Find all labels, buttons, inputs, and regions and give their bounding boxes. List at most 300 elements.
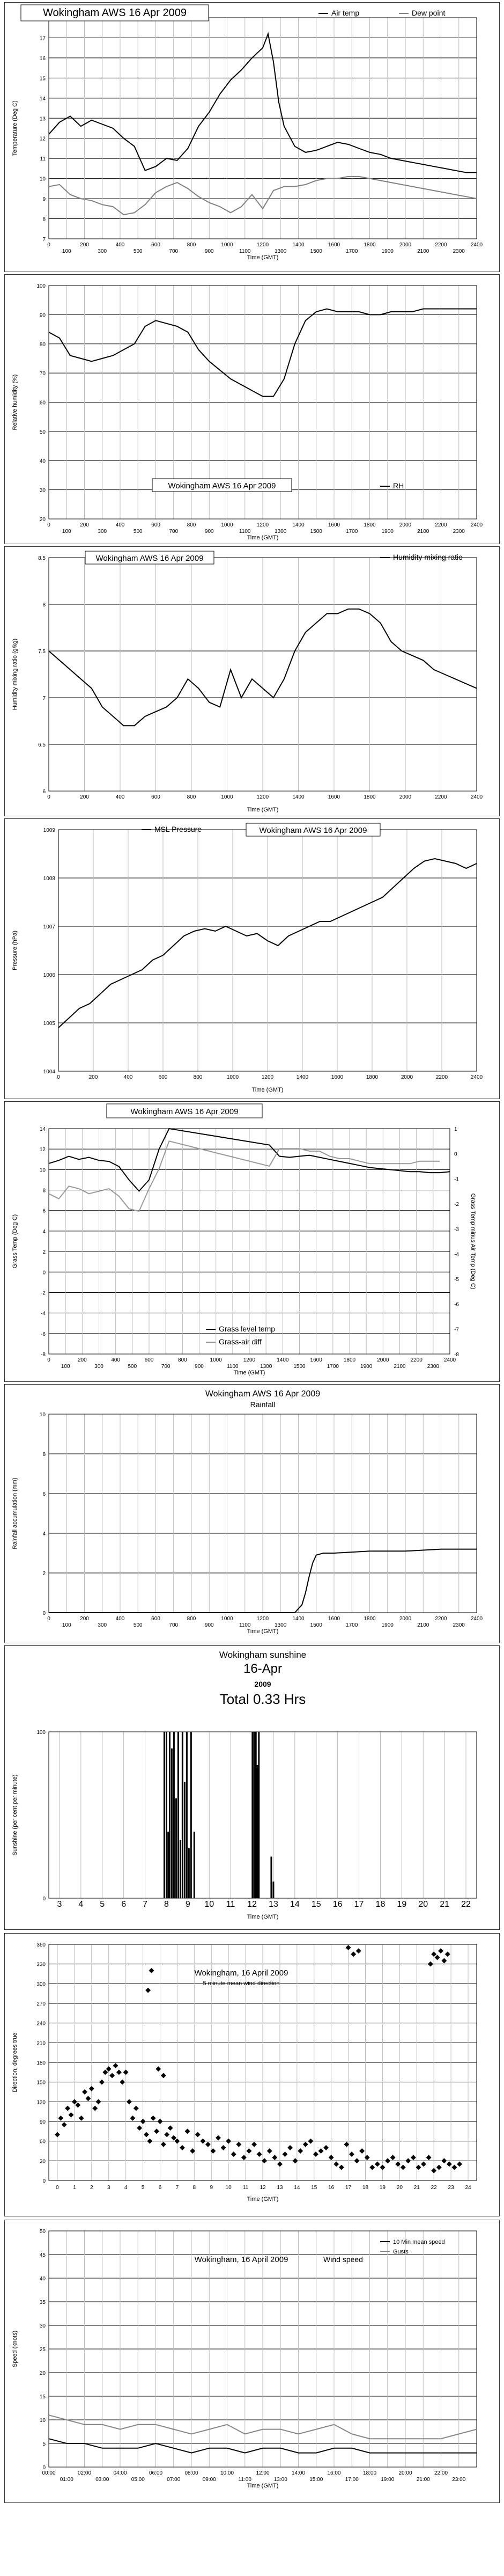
wind-direction-point	[431, 1951, 436, 1957]
x-tick-label: 22	[461, 1900, 471, 1909]
x-tick-label: 2200	[435, 522, 447, 528]
x-tick-label: 1200	[243, 1357, 256, 1363]
chart-title: Wokingham AWS 16 Apr 2009	[95, 554, 204, 563]
x-tick-label: 200	[80, 522, 89, 528]
x-tick-label: 900	[204, 248, 214, 254]
y-tick-label: 2	[42, 1571, 46, 1577]
chart-svg-1	[5, 275, 500, 545]
x-tick-label: 13:00	[273, 2477, 287, 2483]
wind-direction-point	[123, 2069, 129, 2075]
x-tick-label: 6	[121, 1900, 127, 1909]
x-tick-label: 1000	[221, 242, 233, 248]
x-tick-label: 2000	[399, 794, 412, 800]
x-tick-label: 2	[90, 2185, 93, 2191]
y-tick-label: 35	[39, 2300, 46, 2306]
y-tick-label: 30	[39, 487, 46, 494]
wind-direction-point	[277, 2161, 283, 2167]
y-tick-label: 0	[42, 2465, 46, 2471]
x-tick-label: 0	[47, 1357, 50, 1363]
x-axis-label: Time (GMT)	[247, 1628, 279, 1635]
wind-direction-point	[346, 1945, 351, 1950]
y-tick-label: 8	[42, 1452, 46, 1458]
x-tick-label: 11	[226, 1900, 235, 1909]
y2-tick-label: -8	[454, 1352, 459, 1358]
wind-direction-point	[272, 2155, 277, 2160]
y-tick-label: 45	[39, 2252, 46, 2258]
x-tick-label: 700	[169, 1622, 179, 1628]
x-tick-label: 1700	[346, 248, 358, 254]
chart-svg-8	[5, 2220, 500, 2504]
x-tick-label: 2400	[470, 794, 483, 800]
humidity-chart	[4, 274, 500, 544]
x-tick-label: 1600	[310, 1357, 322, 1363]
x-tick-label: 2400	[470, 1074, 483, 1080]
wind-direction-point	[174, 2139, 180, 2144]
y-tick-label: 1008	[43, 876, 55, 882]
x-tick-label: 600	[144, 1357, 154, 1363]
x-tick-label: 2200	[435, 1074, 448, 1080]
y-tick-label: 40	[39, 2276, 46, 2282]
wind-direction-point	[438, 1948, 443, 1953]
wind-direction-point	[82, 2089, 87, 2095]
x-tick-label: 700	[169, 529, 179, 535]
sunshine-bar	[169, 1732, 171, 1898]
wind-direction-point	[359, 2148, 365, 2154]
x-tick-label: 17:00	[345, 2477, 359, 2483]
x-axis-label: Time (GMT)	[247, 2483, 279, 2489]
x-tick-label: 1900	[360, 1364, 373, 1370]
y-tick-label: 7	[42, 696, 46, 701]
x-tick-label: 200	[77, 1357, 87, 1363]
x-tick-label: 300	[98, 248, 107, 254]
y-tick-label: 14	[39, 96, 46, 102]
y-tick-label: 20	[39, 2370, 46, 2376]
wind-direction-point	[303, 2142, 308, 2147]
x-tick-label: 100	[61, 1364, 70, 1370]
x-tick-label: 3	[57, 1900, 62, 1909]
x-tick-label: 05:00	[131, 2477, 145, 2483]
wind-direction-point	[161, 2073, 166, 2078]
x-tick-label: 300	[94, 1364, 103, 1370]
wind-direction-point	[168, 2125, 173, 2131]
x-tick-label: 12	[260, 2185, 266, 2191]
x-tick-label: 12:00	[256, 2470, 270, 2476]
x-tick-label: 16	[332, 1900, 343, 1909]
x-tick-label: 1100	[239, 248, 251, 254]
y-tick-label: 50	[39, 429, 46, 435]
y-tick-label: 1004	[43, 1069, 55, 1075]
wind-direction-point	[333, 2161, 339, 2167]
x-tick-label: 1400	[296, 1074, 309, 1080]
wind-direction-point	[247, 2148, 252, 2154]
x-tick-label: 800	[187, 1616, 196, 1622]
wind-direction-point	[318, 2148, 324, 2154]
wind-direction-point	[441, 2158, 447, 2163]
wind-direction-point	[380, 2165, 385, 2170]
wind-direction-point	[109, 2073, 115, 2078]
x-tick-label: 1600	[328, 522, 340, 528]
chart-svg-4	[5, 1102, 500, 1382]
x-tick-label: 20:00	[398, 2470, 412, 2476]
y-tick-label: -4	[41, 1311, 46, 1317]
wind-direction-point	[85, 2096, 91, 2101]
wind-direction-point	[349, 2151, 354, 2157]
x-tick-label: 1200	[256, 1616, 269, 1622]
chart-title: Wokingham AWS 16 Apr 2009	[259, 826, 367, 835]
x-tick-label: 14	[290, 1900, 300, 1909]
y-tick-label: 15	[39, 2394, 46, 2400]
x-tick-label: 11:00	[238, 2477, 251, 2483]
wind-direction-point	[154, 2128, 159, 2134]
wind-direction-point	[79, 2116, 84, 2121]
wind-direction-point	[426, 2155, 432, 2160]
wind-direction-point	[441, 1958, 447, 1964]
x-tick-label: 2000	[377, 1357, 389, 1363]
wind-direction-point	[431, 2168, 436, 2174]
x-tick-label: 21	[440, 1900, 450, 1909]
x-tick-label: 1100	[239, 529, 251, 535]
x-tick-label: 09:00	[202, 2477, 216, 2483]
wind-direction-point	[375, 2161, 380, 2167]
x-tick-label: 200	[80, 794, 89, 800]
wind-direction-point	[96, 2099, 101, 2104]
x-tick-label: 22:00	[434, 2470, 448, 2476]
x-tick-label: 2400	[443, 1357, 456, 1363]
wind-direction-point	[195, 2132, 201, 2137]
y-tick-label: 6	[42, 1208, 46, 1214]
x-tick-label: 1000	[221, 794, 233, 800]
y-tick-label: 4	[42, 1228, 46, 1235]
x-tick-label: 2100	[394, 1364, 406, 1370]
y-tick-label: 14	[39, 1126, 46, 1132]
y-tick-label: 100	[36, 1730, 46, 1736]
wind-direction-point	[144, 2132, 149, 2137]
x-tick-label: 1800	[364, 242, 376, 248]
x-tick-label: 1800	[364, 522, 376, 528]
x-tick-label: 2300	[453, 1622, 465, 1628]
x-tick-label: 0	[47, 242, 50, 248]
x-tick-label: 1700	[346, 529, 358, 535]
x-tick-label: 1000	[221, 1616, 233, 1622]
x-tick-label: 1900	[381, 1622, 394, 1628]
x-tick-label: 2100	[417, 1622, 429, 1628]
y-axis-label: Temperature (Deg C)	[12, 100, 18, 156]
wind-direction-point	[151, 2116, 156, 2121]
sunshine-bar	[173, 1732, 175, 1898]
x-tick-label: 400	[115, 522, 125, 528]
x-tick-label: 15	[311, 2185, 317, 2191]
x-tick-label: 1600	[331, 1074, 344, 1080]
y-tick-label: 70	[39, 371, 46, 377]
x-tick-label: 17	[354, 1900, 364, 1909]
pressure-chart	[4, 818, 500, 1099]
x-tick-label: 2200	[435, 794, 447, 800]
y-tick-label: 10	[39, 2418, 46, 2424]
x-tick-label: 4	[124, 2185, 128, 2191]
x-tick-label: 7	[175, 2185, 179, 2191]
x-tick-label: 22	[431, 2185, 437, 2191]
wind-direction-point	[58, 2116, 63, 2121]
y-tick-label: 50	[39, 2229, 46, 2235]
x-tick-label: 1800	[366, 1074, 379, 1080]
x-tick-label: 21:00	[416, 2477, 430, 2483]
wind-direction-point	[329, 2155, 334, 2160]
chart-svg-3	[5, 819, 500, 1100]
wind-direction-point	[452, 2165, 457, 2170]
x-tick-label: 1800	[364, 1616, 376, 1622]
x-tick-label: 2100	[417, 529, 429, 535]
chart-subtitle: Rainfall	[250, 1400, 276, 1409]
y-tick-label: 120	[36, 2099, 46, 2106]
wind-direction-point	[221, 2145, 226, 2150]
y-axis-label: Humidity mixing ratio (g/kg)	[12, 638, 18, 711]
wind-direction-point	[130, 2116, 135, 2121]
y-tick-label: 360	[36, 1942, 46, 1948]
x-tick-label: 2400	[470, 1616, 483, 1622]
wind-direction-point	[147, 2139, 152, 2144]
sunshine-bar	[164, 1732, 165, 1898]
x-tick-label: 800	[187, 794, 196, 800]
y-tick-label: 12	[39, 136, 46, 142]
sunshine-bar	[180, 1840, 181, 1899]
x-tick-label: 200	[88, 1074, 98, 1080]
x-tick-label: 16:00	[327, 2470, 341, 2476]
legend-label: Air temp	[331, 9, 360, 17]
x-tick-label: 1900	[381, 529, 394, 535]
y-tick-label: 1005	[43, 1021, 55, 1027]
x-tick-label: 2100	[417, 248, 429, 254]
x-tick-label: 1400	[292, 242, 305, 248]
x-tick-label: 800	[187, 522, 196, 528]
sunshine-bar	[177, 1732, 179, 1898]
y-tick-label: 240	[36, 2021, 46, 2027]
x-axis-label: Time (GMT)	[247, 535, 279, 541]
series-line-1	[49, 1141, 440, 1211]
y-tick-label: 0	[42, 1611, 46, 1616]
sunshine-bar	[251, 1732, 253, 1898]
sunshine-bar	[167, 1832, 169, 1898]
x-tick-label: 21	[413, 2185, 420, 2191]
x-tick-label: 1500	[293, 1364, 306, 1370]
x-tick-label: 23	[448, 2185, 454, 2191]
wind-speed-chart	[4, 2220, 500, 2503]
y-axis-label: Rainfall accumulation (mm)	[12, 1477, 18, 1549]
x-tick-label: 18:00	[362, 2470, 377, 2476]
x-tick-label: 2200	[435, 1616, 447, 1622]
y-tick-label: 8.5	[38, 555, 46, 561]
y-tick-label: 25	[39, 2347, 46, 2353]
y-tick-label: 300	[36, 1981, 46, 1988]
x-tick-label: 2300	[427, 1364, 439, 1370]
x-tick-label: 600	[151, 794, 160, 800]
x-tick-label: 23:00	[452, 2477, 466, 2483]
x-tick-label: 2200	[435, 242, 447, 248]
chart-svg-2	[5, 547, 500, 817]
y-tick-label: 6.5	[38, 742, 46, 748]
x-tick-label: 1200	[256, 242, 269, 248]
x-tick-label: 1300	[275, 248, 287, 254]
y2-tick-label: -3	[454, 1226, 459, 1233]
x-tick-label: 11	[242, 2185, 249, 2191]
sunshine-bar	[171, 1748, 173, 1898]
x-tick-label: 400	[123, 1074, 133, 1080]
x-tick-label: 200	[80, 242, 89, 248]
wind-direction-point	[92, 2106, 98, 2111]
chart-title: Wokingham, 16 April 2009	[194, 2255, 288, 2264]
y-tick-label: 7	[42, 237, 46, 243]
x-tick-label: 1900	[381, 248, 394, 254]
x-tick-label: 600	[151, 242, 160, 248]
wind-direction-point	[457, 2161, 462, 2167]
y-tick-label: 10	[39, 1167, 46, 1174]
x-tick-label: 2400	[470, 522, 483, 528]
x-tick-label: 1400	[277, 1357, 289, 1363]
chart-subtitle: 5 minute mean wind direction	[203, 1980, 280, 1987]
wind-direction-point	[283, 2151, 288, 2157]
y-tick-label: 9	[42, 196, 46, 203]
x-tick-label: 400	[115, 794, 125, 800]
x-tick-label: 0	[47, 522, 50, 528]
y-tick-label: -2	[41, 1290, 46, 1297]
wind-direction-point	[149, 1968, 154, 1973]
y-tick-label: 20	[39, 517, 46, 523]
x-tick-label: 18	[362, 2185, 369, 2191]
wind-direction-point	[428, 1962, 433, 1967]
x-tick-label: 2200	[410, 1357, 423, 1363]
wind-direction-point	[145, 1988, 151, 1993]
wind-direction-point	[205, 2142, 211, 2147]
wind-direction-point	[435, 1955, 440, 1960]
x-axis-label: Time (GMT)	[233, 1370, 265, 1376]
wind-direction-point	[106, 2066, 112, 2072]
y-tick-label: 270	[36, 2001, 46, 2007]
y-tick-label: 210	[36, 2040, 46, 2047]
wind-direction-point	[65, 2106, 70, 2111]
wind-direction-point	[171, 2135, 176, 2141]
wind-direction-point	[411, 2155, 416, 2160]
chart-svg-0	[5, 3, 500, 273]
x-tick-label: 14	[294, 2185, 300, 2191]
sunshine-bar	[270, 1857, 272, 1899]
x-tick-label: 100	[62, 529, 71, 535]
y-tick-label: 150	[36, 2080, 46, 2086]
chart-total: Total 0.33 Hrs	[219, 1691, 306, 1707]
wind-direction-point	[308, 2139, 313, 2144]
x-tick-label: 1000	[226, 1074, 239, 1080]
x-tick-label: 19	[379, 2185, 386, 2191]
wind-direction-point	[137, 2125, 142, 2131]
x-tick-label: 2300	[453, 248, 465, 254]
x-axis-label: Time (GMT)	[247, 2196, 279, 2202]
wind-direction-point	[161, 2142, 166, 2147]
wind-direction-point	[436, 2165, 442, 2170]
y-tick-label: 4	[42, 1531, 46, 1537]
x-tick-label: 900	[195, 1364, 204, 1370]
y-axis-label: Sunshine (per cent per minute)	[12, 1774, 18, 1856]
wind-direction-point	[216, 2135, 221, 2141]
mixing-ratio-chart	[4, 546, 500, 816]
chart-title: Wokingham AWS 16 Apr 2009	[205, 1389, 321, 1399]
x-tick-label: 1200	[256, 794, 269, 800]
y-axis-label: Direction, degrees true	[12, 2032, 18, 2092]
x-tick-label: 17	[345, 2185, 352, 2191]
wind-direction-point	[401, 2165, 406, 2170]
x-tick-label: 2000	[399, 242, 412, 248]
x-tick-label: 03:00	[95, 2477, 109, 2483]
x-axis-label: Time (GMT)	[247, 1914, 279, 1920]
chart-title: Wokingham, 16 April 2009	[194, 1968, 288, 1978]
x-tick-label: 1300	[275, 529, 287, 535]
wind-direction-point	[127, 2099, 132, 2104]
x-tick-label: 1600	[328, 242, 340, 248]
y2-axis-label: Grass Temp minus Air Temp (Deg C)	[470, 1193, 476, 1290]
y-tick-label: 8	[42, 1188, 46, 1194]
x-tick-label: 9	[210, 2185, 213, 2191]
y-tick-label: 90	[39, 312, 46, 319]
wind-direction-point	[356, 1948, 361, 1953]
x-tick-label: 1700	[346, 1622, 358, 1628]
x-tick-label: 1200	[261, 1074, 274, 1080]
rainfall-chart	[4, 1384, 500, 1643]
x-tick-label: 04:00	[113, 2470, 127, 2476]
x-tick-label: 100	[62, 1622, 71, 1628]
x-tick-label: 1000	[221, 522, 233, 528]
wind-direction-point	[339, 2165, 344, 2170]
x-tick-label: 700	[169, 248, 179, 254]
x-tick-label: 1500	[310, 248, 322, 254]
wind-direction-point	[89, 2086, 94, 2091]
x-tick-label: 1800	[343, 1357, 356, 1363]
x-tick-label: 1	[73, 2185, 76, 2191]
x-tick-label: 20	[396, 2185, 403, 2191]
legend-label: RH	[393, 481, 404, 490]
legend-label: Dew point	[412, 9, 446, 17]
y-tick-label: -6	[41, 1331, 46, 1337]
x-tick-label: 500	[133, 529, 143, 535]
y2-tick-label: -6	[454, 1301, 459, 1308]
x-tick-label: 300	[98, 1622, 107, 1628]
x-axis-label: Time (GMT)	[247, 807, 279, 813]
wind-direction-point	[369, 2165, 375, 2170]
y-tick-label: 8	[42, 602, 46, 608]
chart-subtitle: Wind speed	[323, 2255, 363, 2264]
x-tick-label: 2000	[401, 1074, 413, 1080]
y-tick-label: 1009	[43, 828, 55, 833]
x-tick-label: 13	[277, 2185, 283, 2191]
x-tick-label: 20	[418, 1900, 428, 1909]
y-tick-label: 6	[42, 1491, 46, 1497]
y-tick-label: 1006	[43, 972, 55, 978]
y2-tick-label: 1	[454, 1126, 457, 1132]
chart-subtitle: 16-Apr	[243, 1662, 283, 1676]
wind-direction-point	[180, 2145, 185, 2150]
wind-direction-point	[120, 2080, 125, 2085]
legend-label: MSL Pressure	[154, 825, 202, 833]
sunshine-bar	[184, 1782, 186, 1898]
x-tick-label: 8	[164, 1900, 169, 1909]
sunshine-bar	[175, 1798, 177, 1898]
x-tick-label: 300	[98, 529, 107, 535]
y-tick-label: 80	[39, 341, 46, 348]
sunshine-bar	[272, 1882, 274, 1898]
sunshine-bar	[254, 1732, 255, 1898]
x-tick-label: 800	[187, 242, 196, 248]
y-tick-label: 1007	[43, 924, 55, 930]
x-tick-label: 10:00	[220, 2470, 234, 2476]
chart-title: Wokingham AWS 16 Apr 2009	[43, 7, 187, 19]
y2-tick-label: -1	[454, 1176, 459, 1183]
y-tick-label: 15	[39, 76, 46, 82]
